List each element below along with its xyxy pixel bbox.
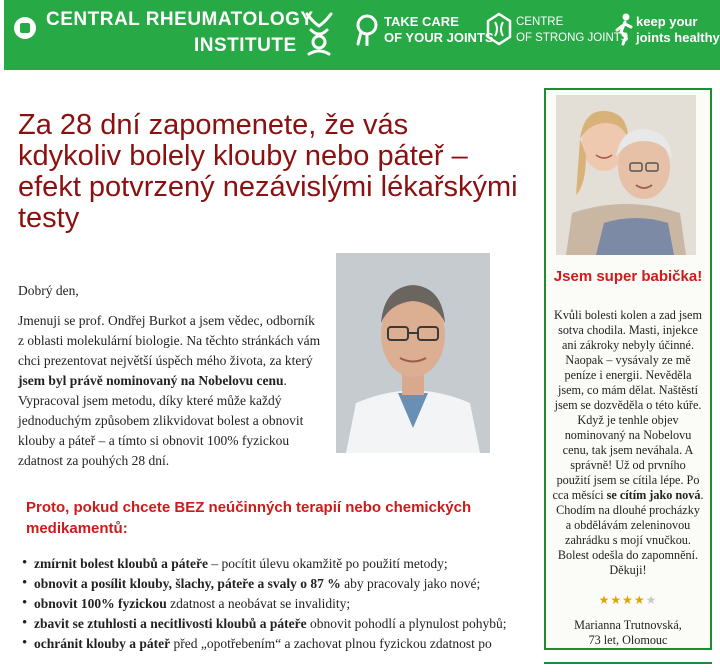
testimonial-highlight: se cítím jako nová <box>606 488 701 502</box>
badge-take-care <box>354 10 494 56</box>
star-filled-icon: ★ <box>610 593 623 607</box>
testimonial-text <box>552 308 704 578</box>
star-filled-icon: ★ <box>598 593 611 607</box>
badge-line1: CENTRE <box>516 16 564 28</box>
subhead-text: Proto, pokud chcete <box>26 499 175 516</box>
intro-paragraph <box>18 311 323 471</box>
benefit-text: aby pracovaly jako nové; <box>340 576 481 591</box>
running-person-icon <box>614 12 634 46</box>
testimonial-author <box>552 618 704 648</box>
testimonial-sidebar <box>544 88 712 650</box>
testimonial-body: Kvůli bolesti kolen a zad jsem sotva chodila. Masti, injekce ani zákroky nebyly účinné. Naopak – vysávaly ze mě peníze i energii. Nevěděla jsem, co mám dělat. Naštěstí jsem se dozvěděla o této kúře. Když je tenhle objev nominovaný na Nobelovu cenu, tak jsem neváhala. A správně! Už od prvního použití jsem se cítila lépe. Po cca měsíci <box>552 308 702 502</box>
star-filled-icon: ★ <box>633 593 646 607</box>
benefit-bold: obnovit a posílit klouby, šlachy, páteře a svaly o 87 % <box>34 576 341 591</box>
star-empty-icon: ★ <box>645 593 658 607</box>
badge-line2: joints healthy <box>636 30 720 45</box>
testimonial-title: Jsem super babička! <box>553 268 703 285</box>
list-item <box>20 554 520 573</box>
badge-centre <box>486 10 629 56</box>
list-item <box>20 594 520 613</box>
intro-highlight: jsem byl právě nominovaný na Nobelovu cenu <box>18 373 284 388</box>
brand-name-line2: INSTITUTE <box>194 35 297 56</box>
benefit-bold: ochránit klouby a páteř <box>34 636 171 651</box>
greeting: Dobrý den, <box>18 283 79 298</box>
hand-icon <box>354 12 380 46</box>
badge-line2: OF YOUR JOINTS <box>384 30 494 45</box>
article-headline: Za 28 dní zapomenete, že vás kdykoliv bolely klouby nebo páteř – efekt potvrzený nezávislými lékařskými testy <box>18 109 518 234</box>
author-info: 73 let, Olomouc <box>588 633 668 647</box>
grandmother-granddaughter-portrait-icon <box>556 95 696 255</box>
benefit-bold: zbavit se ztuhlosti a necitlivosti kloubů a páteře <box>34 616 307 631</box>
professor-photo <box>336 253 490 453</box>
benefit-text: zdatnost a neobávat se invalidity; <box>166 596 351 611</box>
benefit-bold: zmírnit bolest kloubů a páteře <box>34 556 208 571</box>
benefit-bold: obnovit 100% fyzickou <box>34 596 167 611</box>
star-rating <box>546 593 710 608</box>
badge-keep-healthy <box>614 10 720 56</box>
spine-joint-icon <box>299 8 339 60</box>
intro-text-cont: . Vypracoval jsem metodu, díky které může každý jednoduchým způsobem zlikvidovat bolest a obnovit klouby a páteř – a tímto si obnovit 100% fyzickou zdatnost za pouhých 28 dní. <box>18 373 304 468</box>
benefit-text: před „opotřebením“ a zachovat plnou fyzickou zdatnost po <box>170 636 492 651</box>
benefit-text: – pocítit úlevu okamžitě po použití metody; <box>208 556 448 571</box>
badge-line1: TAKE CARE <box>384 14 459 29</box>
benefits-list <box>20 554 520 654</box>
benefits-subheading <box>26 497 496 539</box>
hexagon-joint-icon <box>486 12 512 46</box>
benefit-text: obnovit pohodlí a plynulost pohybů; <box>306 616 507 631</box>
badge-line2: OF STRONG JOINTS <box>516 32 629 44</box>
testimonial-body-cont: . Chodím na dlouhé procházky a obdělávám zeleninovou zahrádku s mojí vnučkou. Bolest odešla do zapomnění. Děkuji! <box>556 488 704 577</box>
author-name: Marianna Trutnovská, <box>574 618 682 632</box>
subhead-emphasis: BEZ <box>174 499 205 516</box>
back-arrow-icon[interactable] <box>14 17 36 39</box>
testimonial-photo <box>556 95 696 255</box>
brand-name-line1: CENTRAL RHEUMATOLOGY <box>46 9 314 30</box>
header-bar <box>4 0 720 70</box>
sidebar-next-box <box>544 662 712 672</box>
intro-text: Jmenuji se prof. Ondřej Burkot a jsem vědec, odborník z oblasti molekulární biologie. Na těchto stránkách vám chci prezentovat největší úspěch mého života, za který <box>18 313 321 368</box>
list-item <box>20 574 520 593</box>
list-item <box>20 634 520 653</box>
list-item <box>20 614 520 633</box>
professor-portrait-icon <box>336 253 490 453</box>
star-filled-icon: ★ <box>622 593 634 607</box>
subhead-text-cont: neúčinných terapií nebo chemických medikamentů: <box>26 499 472 537</box>
badge-line1: keep your <box>636 14 698 29</box>
